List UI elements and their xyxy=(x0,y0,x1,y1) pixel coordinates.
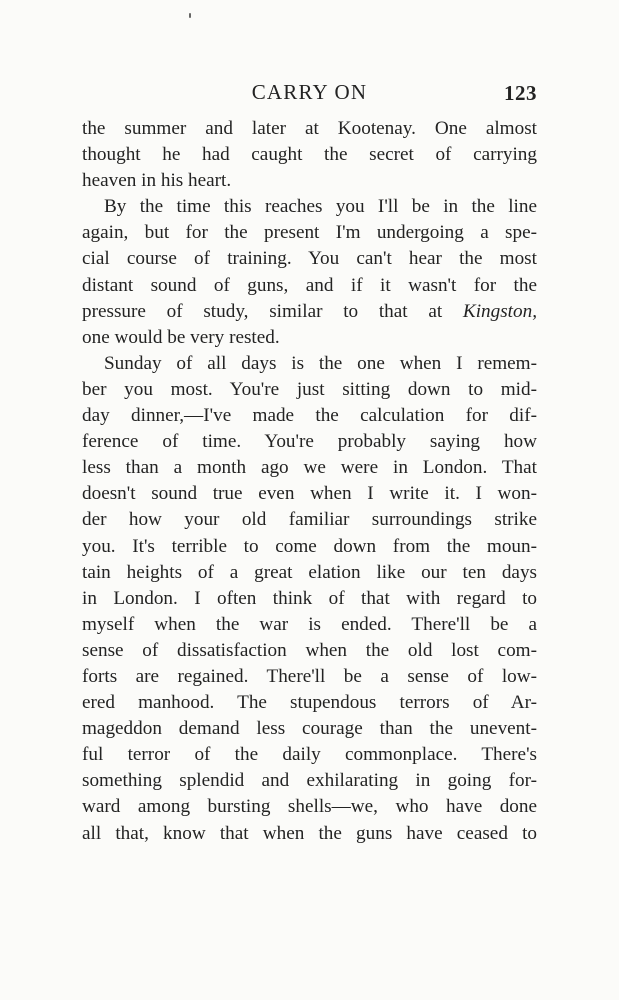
text-line: distant sound of guns, and if it wasn't for the xyxy=(82,274,537,296)
text-line: By the time this reaches you I'll be in the line xyxy=(104,196,537,218)
text-line: something splendid and exhilarating in going for- xyxy=(82,770,537,792)
text-segment: pressure of study, similar to that at xyxy=(82,300,463,322)
text-line: one would be very rested. xyxy=(82,326,280,348)
text-line: Sunday of all days is the one when I remem- xyxy=(104,352,537,374)
text-line: cial course of training. You can't hear the most xyxy=(82,248,537,270)
text-line: tain heights of a great elation like our ten days xyxy=(82,561,537,583)
text-line xyxy=(82,299,537,325)
text-line: ful terror of the daily commonplace. There's xyxy=(82,744,537,766)
text-line: the summer and later at Kootenay. One almost xyxy=(82,118,537,139)
running-head xyxy=(82,80,537,108)
text-line: day dinner,—I've made the calculation for dif- xyxy=(82,405,537,427)
text-line: ber you most. You're just sitting down to mid- xyxy=(82,378,537,400)
body-text xyxy=(82,116,537,847)
text-line: in London. I often think of that with regard to xyxy=(82,587,537,609)
text-line: doesn't sound true even when I write it. I won- xyxy=(82,483,537,505)
text-line: thought he had caught the secret of carrying xyxy=(82,144,537,166)
text-line: myself when the war is ended. There'll be a xyxy=(82,613,537,635)
text-line: forts are regained. There'll be a sense of low- xyxy=(82,665,537,687)
text-line: all that, know that when the guns have ceased to xyxy=(82,822,537,844)
text-line: heaven in his heart. xyxy=(82,170,232,192)
text-line: der how your old familiar surroundings strike xyxy=(82,509,537,531)
text-line: mageddon demand less courage than the unevent- xyxy=(82,718,537,740)
text-line: sense of dissatisfaction when the old lost com- xyxy=(82,639,537,661)
italic-place-name: Kingston, xyxy=(462,300,537,322)
text-line: less than a month ago we were in London. That xyxy=(82,457,537,479)
running-title: CARRY ON xyxy=(251,80,368,104)
text-line: ward among bursting shells—we, who have done xyxy=(82,796,537,818)
text-line: ered manhood. The stupendous terrors of Ar- xyxy=(82,692,537,714)
text-line: ference of time. You're probably saying how xyxy=(82,431,537,453)
printing-speck xyxy=(189,13,191,18)
text-line: again, but for the present I'm undergoing a spe- xyxy=(82,222,537,244)
page-number: 123 xyxy=(504,81,537,105)
text-line: you. It's terrible to come down from the moun- xyxy=(82,535,537,557)
